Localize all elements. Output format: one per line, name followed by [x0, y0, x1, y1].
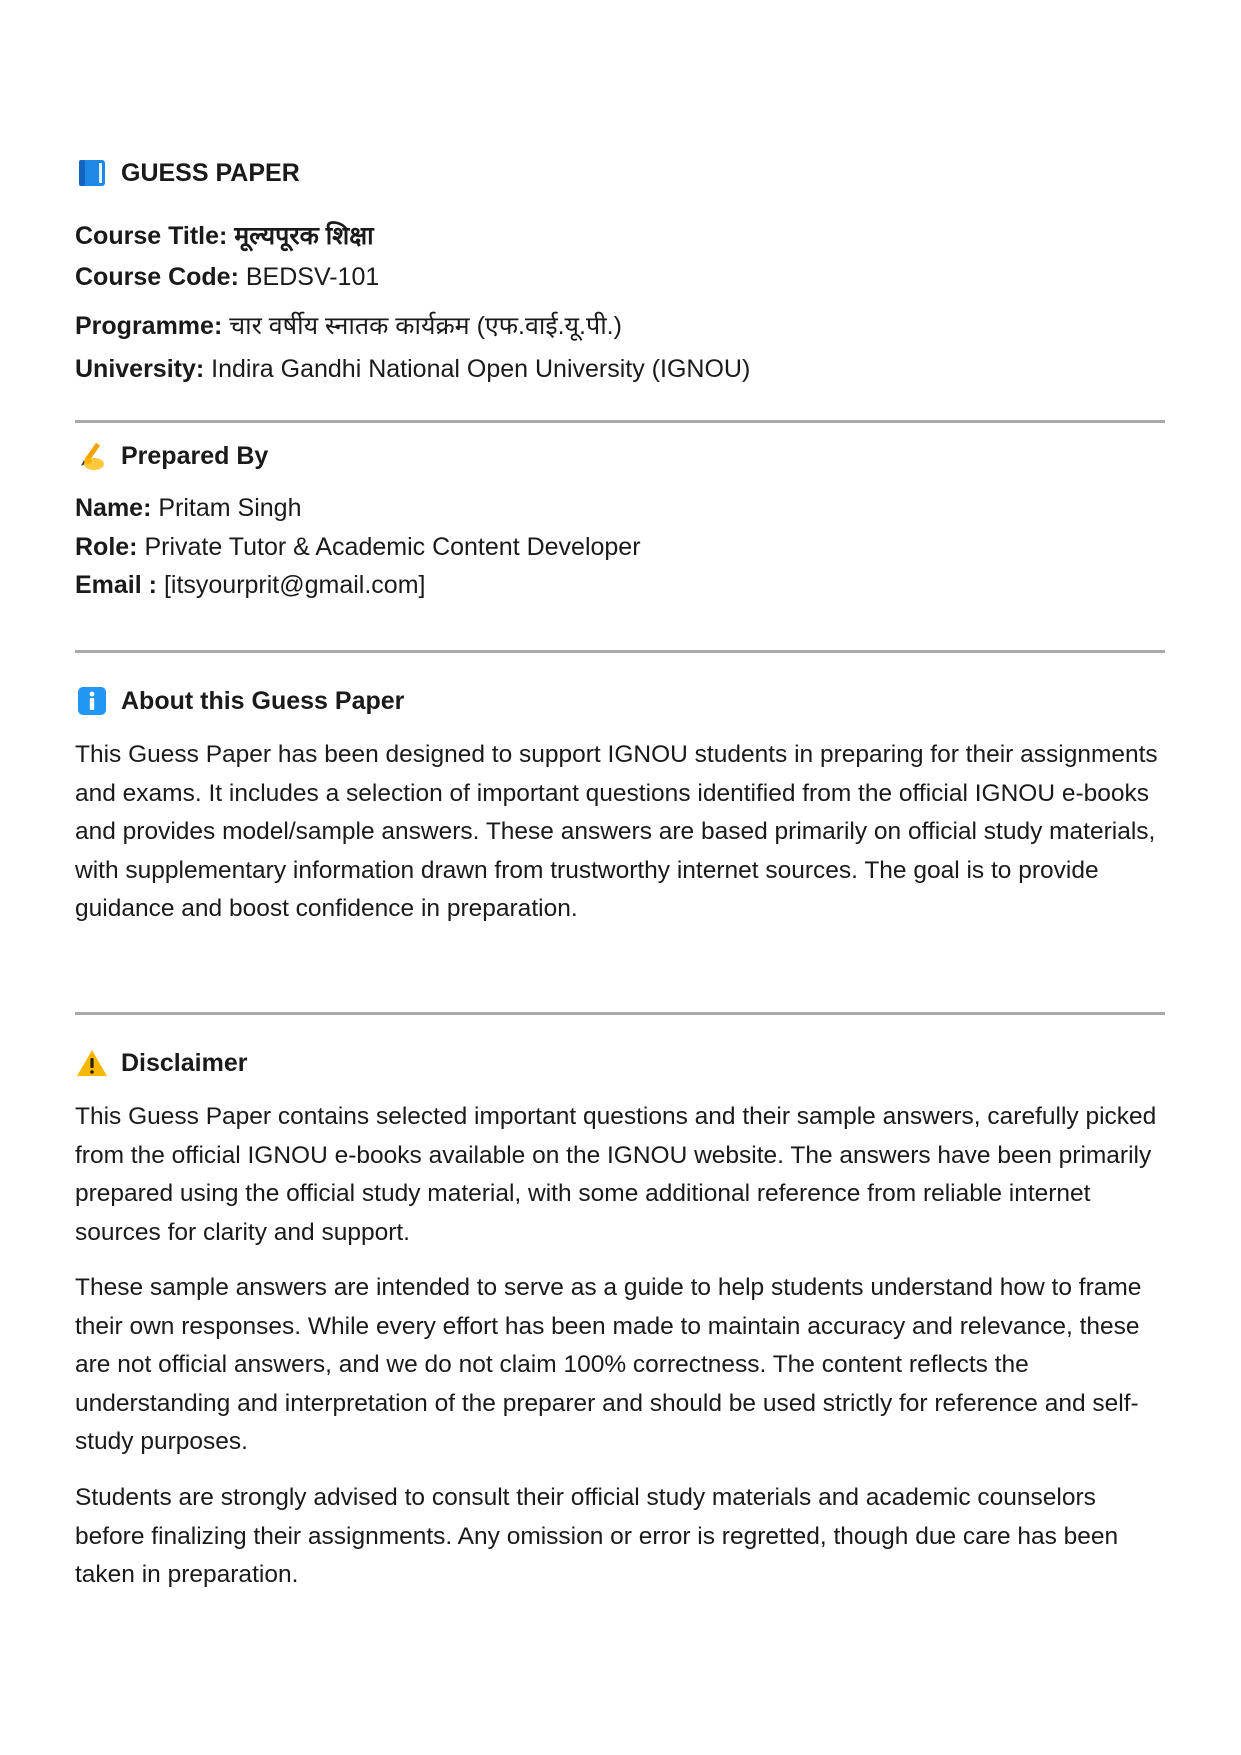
university-line	[75, 355, 750, 384]
about-title: About this Guess Paper	[121, 686, 405, 715]
blue-book-icon	[75, 156, 109, 190]
course-title-value: मूल्यपूरक शिक्षा	[234, 222, 374, 250]
programme-line	[75, 308, 622, 342]
email-label: Email :	[75, 571, 157, 599]
role-label: Role:	[75, 533, 138, 561]
name-label: Name:	[75, 494, 152, 522]
info-icon	[75, 684, 109, 718]
warning-icon	[75, 1046, 109, 1080]
name-line	[75, 494, 302, 523]
section-divider	[75, 650, 1165, 653]
role-line	[75, 533, 641, 562]
prepared-by-title: Prepared By	[121, 441, 269, 470]
page-title: GUESS PAPER	[121, 158, 300, 187]
about-heading	[75, 683, 404, 719]
role-value: Private Tutor & Academic Content Developer	[144, 533, 641, 561]
email-line	[75, 571, 426, 600]
section-divider	[75, 1012, 1165, 1015]
about-paragraph: This Guess Paper has been designed to support IGNOU students in preparing for their assignments and exams. It includes a selection of important questions identified from the official IGNOU e-books and provides model/sample answers. These answers are based primarily on official study materials, with supplementary information drawn from trustworthy internet sources. The goal is to provide guidance and boost confidence in preparation.	[75, 741, 1158, 923]
course-code-label: Course Code:	[75, 263, 239, 291]
name-value: Pritam Singh	[158, 494, 302, 522]
university-label: University:	[75, 355, 205, 383]
disclaimer-title: Disclaimer	[121, 1048, 248, 1077]
section-divider	[75, 420, 1165, 423]
writing-hand-icon	[75, 439, 109, 473]
email-value: [itsyourprit@gmail.com]	[163, 571, 426, 599]
programme-value: चार वर्षीय स्नातक कार्यक्रम (एफ.वाई.यू.पी.)	[229, 312, 622, 340]
course-title-line	[75, 218, 374, 252]
programme-label: Programme:	[75, 312, 223, 340]
course-title-label: Course Title:	[75, 222, 228, 250]
course-code-line	[75, 263, 379, 292]
disclaimer-paragraph-1: This Guess Paper contains selected important questions and their sample answers, carefully picked from the official IGNOU e-books available on the IGNOU website. The answers have been primarily prepared using the official study material, with some additional reference from reliable internet sources for clarity and support.	[75, 1103, 1157, 1246]
disclaimer-paragraph-2: These sample answers are intended to serve as a guide to help students understand how to frame their own responses. While every effort has been made to maintain accuracy and relevance, these are not official answers, and we do not claim 100% correctness. The content reflects the understanding and interpretation of the preparer and should be used strictly for reference and self-study purposes.	[75, 1274, 1142, 1456]
prepared-by-heading	[75, 438, 268, 474]
disclaimer-heading	[75, 1045, 247, 1081]
course-code-value: BEDSV-101	[245, 263, 380, 291]
disclaimer-paragraph-3: Students are strongly advised to consult their official study materials and academic counselors before finalizing their assignments. Any omission or error is regretted, though due care has been taken in preparation.	[75, 1484, 1119, 1589]
university-value: Indira Gandhi National Open University (IGNOU)	[211, 355, 751, 383]
guess-paper-heading	[75, 155, 300, 191]
